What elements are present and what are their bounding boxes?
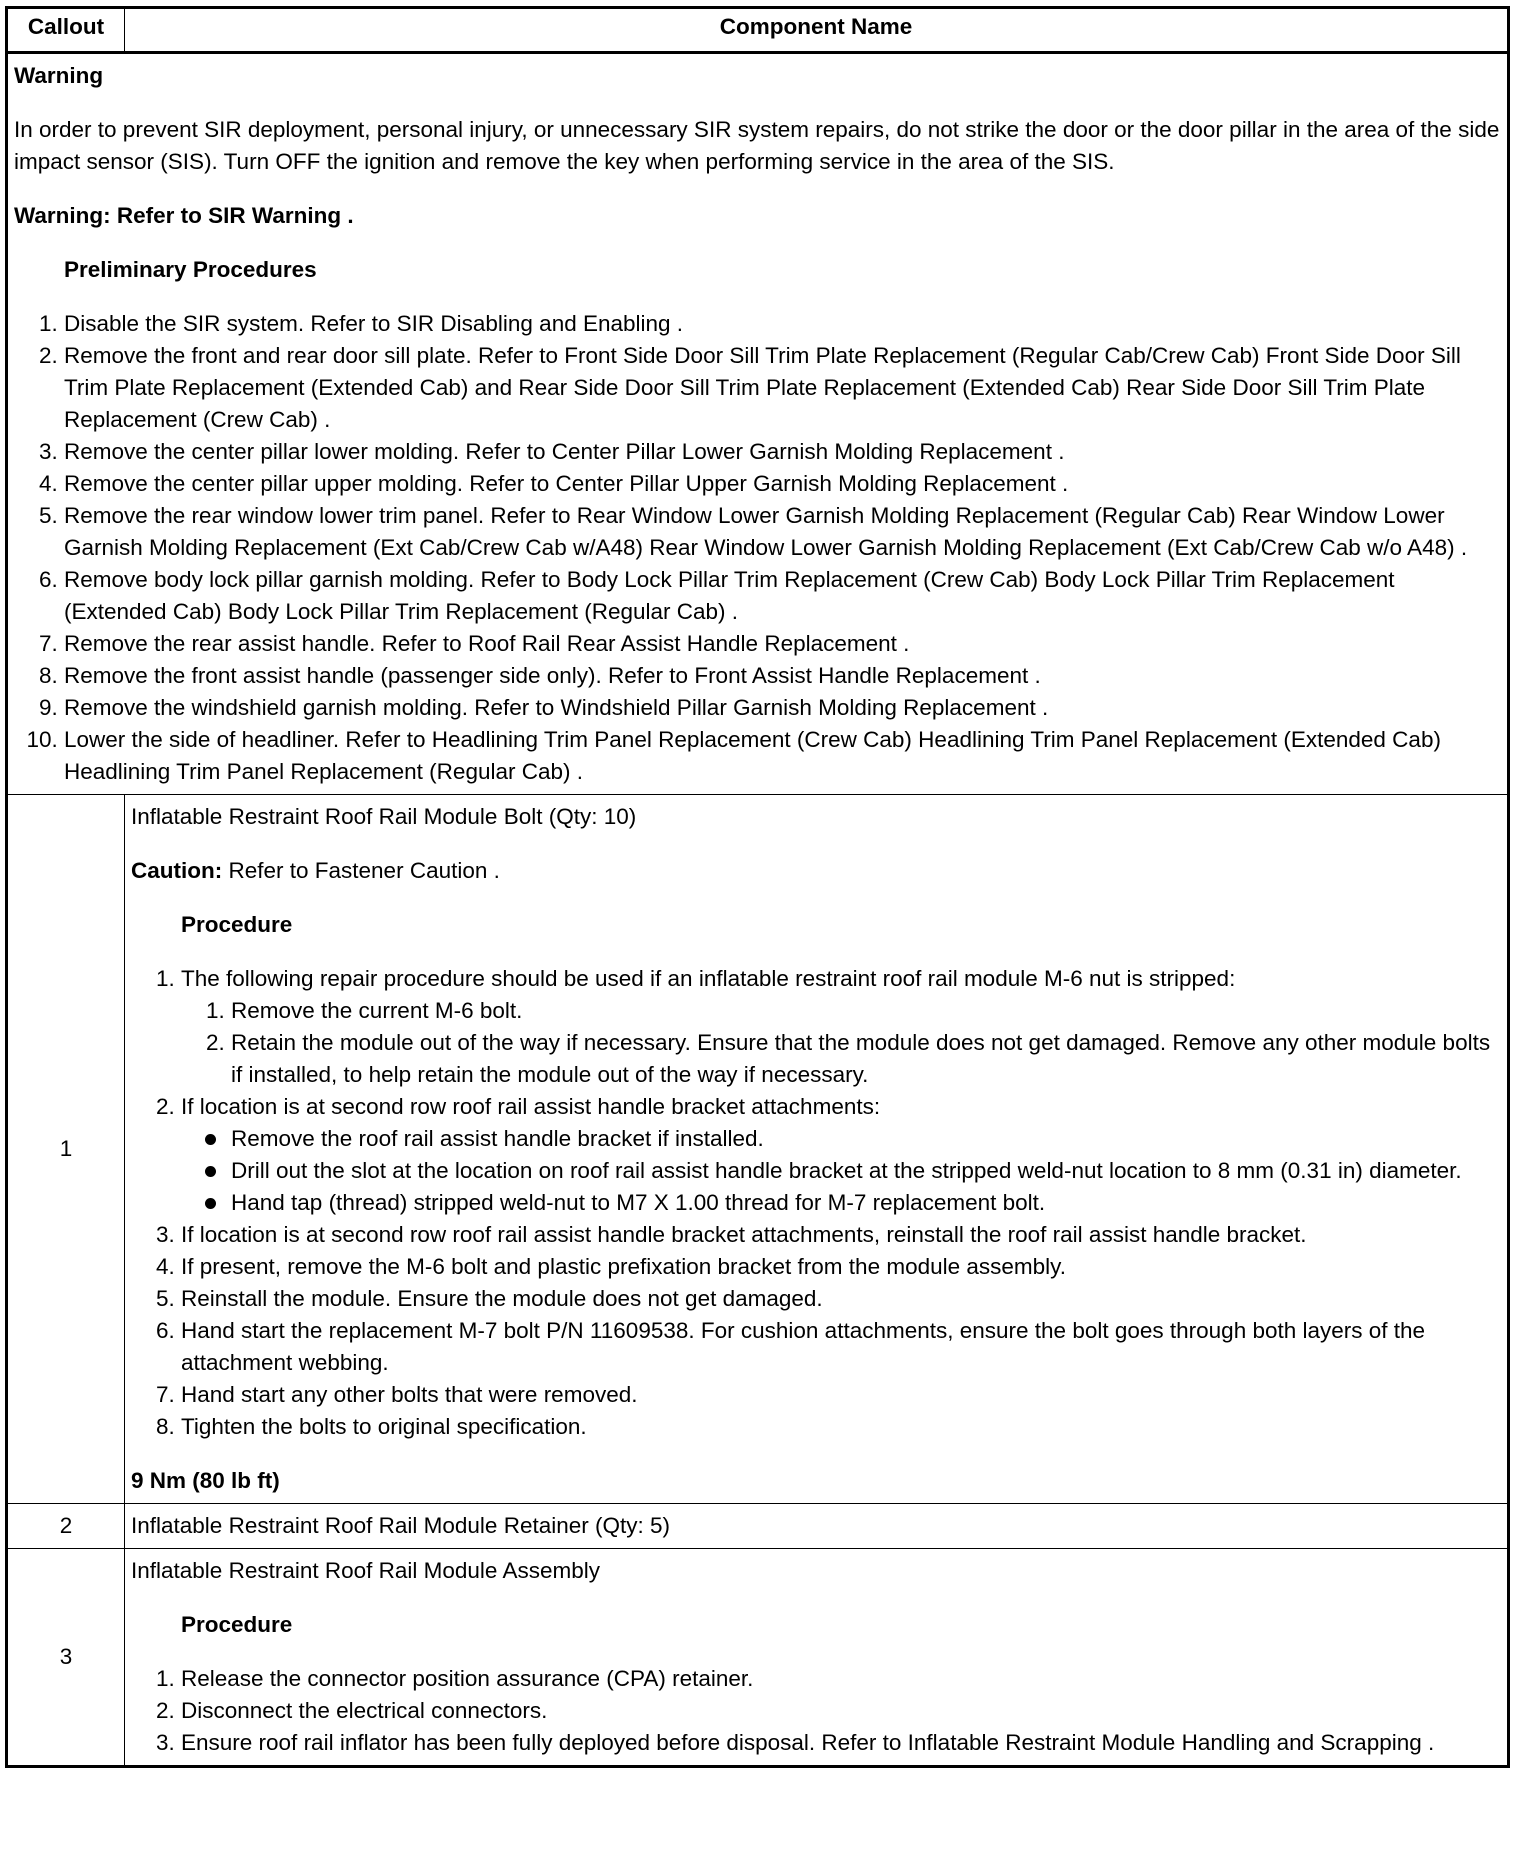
torque-spec: 9 Nm (80 lb ft) bbox=[131, 1468, 280, 1493]
list-item: 3. Remove the center pillar lower molding. Refer to Center Pillar Lower Garnish Molding Replacement . bbox=[64, 436, 1501, 468]
preliminary-procedures-title: Preliminary Procedures bbox=[64, 257, 317, 282]
warning-refer-link[interactable]: Warning: Refer to SIR Warning . bbox=[14, 203, 354, 228]
procedure-steps bbox=[131, 963, 1501, 1443]
table-row bbox=[7, 1504, 1509, 1549]
warning-title: Warning bbox=[14, 63, 104, 88]
component-name: Inflatable Restraint Roof Rail Module Assembly bbox=[131, 1558, 600, 1583]
component-name: Inflatable Restraint Roof Rail Module Bolt (Qty: 10) bbox=[131, 804, 637, 829]
list-item: 6. Remove body lock pillar garnish molding. Refer to Body Lock Pillar Trim Replacement (Crew Cab) Body Lock Pillar Trim Replacement (Extended Cab) Body Lock Pillar Trim Replacement (Regular Cab) . bbox=[64, 564, 1501, 628]
list-item: 6. Hand start the replacement M-7 bolt P/N 11609538. For cushion attachments, ensure the bolt goes through both layers of the attachment webbing. bbox=[181, 1315, 1501, 1379]
list-item: 8. Remove the front assist handle (passenger side only). Refer to Front Assist Handle Replacement . bbox=[64, 660, 1501, 692]
list-item: 2. Retain the module out of the way if necessary. Ensure that the module does not get damaged. Remove any other module bolts if installed, to help retain the module out of the way if necessary. bbox=[231, 1027, 1501, 1091]
callout-number: 2 bbox=[7, 1504, 125, 1549]
step-text: The following repair procedure should be used if an inflatable restraint roof rail module M-6 nut is stripped: bbox=[181, 966, 1236, 991]
list-item: 1. Disable the SIR system. Refer to SIR Disabling and Enabling . bbox=[64, 308, 1501, 340]
list-item: 3. If location is at second row roof rail assist handle bracket attachments, reinstall the roof rail assist handle bracket. bbox=[181, 1219, 1501, 1251]
list-item bbox=[181, 1091, 1501, 1219]
table-row bbox=[7, 1549, 1509, 1767]
warning-row bbox=[7, 53, 1509, 795]
header-component-name: Component Name bbox=[125, 8, 1509, 53]
list-item: 3. Ensure roof rail inflator has been fully deployed before disposal. Refer to Inflatable Restraint Module Handling and Scrapping . bbox=[181, 1727, 1501, 1759]
list-item: 9. Remove the windshield garnish molding. Refer to Windshield Pillar Garnish Molding Replacement . bbox=[64, 692, 1501, 724]
warning-cell bbox=[7, 53, 1509, 795]
component-table bbox=[5, 6, 1510, 1768]
procedure-title: Procedure bbox=[181, 912, 293, 937]
list-item: 5. Remove the rear window lower trim panel. Refer to Rear Window Lower Garnish Molding Replacement (Regular Cab) Rear Window Lower Garnish Molding Replacement (Ext Cab/Crew Cab w/A48) Rear Window Lower Garnish Molding Replacement (Ext Cab/Crew Cab w/o A48) . bbox=[64, 500, 1501, 564]
procedure-steps bbox=[131, 1663, 1501, 1759]
warning-text: In order to prevent SIR deployment, personal injury, or unnecessary SIR system repairs, do not strike the door or the door pillar in the area of the side impact sensor (SIS). Turn OFF the ignition and remove the key when performing service in the area of the SIS. bbox=[14, 117, 1500, 174]
list-item: 10. Lower the side of headliner. Refer to Headlining Trim Panel Replacement (Crew Cab) Headlining Trim Panel Replacement (Extended Cab) Headlining Trim Panel Replacement (Regular Cab) . bbox=[64, 724, 1501, 788]
component-cell bbox=[125, 1549, 1509, 1767]
caution-link[interactable]: Refer to Fastener Caution . bbox=[222, 858, 500, 883]
list-item: 1. Release the connector position assurance (CPA) retainer. bbox=[181, 1663, 1501, 1695]
header-callout: Callout bbox=[7, 8, 125, 53]
caution-label: Caution: bbox=[131, 858, 223, 883]
list-item bbox=[181, 963, 1501, 1091]
callout-number: 3 bbox=[7, 1549, 125, 1767]
list-item: 1. Remove the current M-6 bolt. bbox=[231, 995, 1501, 1027]
list-item: Drill out the slot at the location on roof rail assist handle bracket at the stripped weld-nut location to 8 mm (0.31 in) diameter. bbox=[231, 1155, 1501, 1187]
list-item: 7. Hand start any other bolts that were removed. bbox=[181, 1379, 1501, 1411]
list-item: 7. Remove the rear assist handle. Refer to Roof Rail Rear Assist Handle Replacement . bbox=[64, 628, 1501, 660]
bullet-list bbox=[181, 1123, 1501, 1219]
list-item: 2. Remove the front and rear door sill plate. Refer to Front Side Door Sill Trim Plate Replacement (Regular Cab/Crew Cab) Front Side Door Sill Trim Plate Replacement (Extended Cab) and Rear Side Door Sill Trim Plate Replacement (Extended Cab) Rear Side Door Sill Trim Plate Replacement (Crew Cab) . bbox=[64, 340, 1501, 436]
list-item: 8. Tighten the bolts to original specification. bbox=[181, 1411, 1501, 1443]
table-row bbox=[7, 795, 1509, 1504]
component-name: Inflatable Restraint Roof Rail Module Retainer (Qty: 5) bbox=[131, 1513, 670, 1538]
list-item: Hand tap (thread) stripped weld-nut to M7 X 1.00 thread for M-7 replacement bolt. bbox=[231, 1187, 1501, 1219]
procedure-title: Procedure bbox=[181, 1612, 293, 1637]
component-cell bbox=[125, 795, 1509, 1504]
table-header-row bbox=[7, 8, 1509, 53]
caution bbox=[131, 855, 1501, 887]
component-cell bbox=[125, 1504, 1509, 1549]
step-text: If location is at second row roof rail assist handle bracket attachments: bbox=[181, 1094, 881, 1119]
list-item: 4. If present, remove the M-6 bolt and plastic prefixation bracket from the module assembly. bbox=[181, 1251, 1501, 1283]
list-item: 5. Reinstall the module. Ensure the module does not get damaged. bbox=[181, 1283, 1501, 1315]
callout-number: 1 bbox=[7, 795, 125, 1504]
list-item: 4. Remove the center pillar upper molding. Refer to Center Pillar Upper Garnish Molding Replacement . bbox=[64, 468, 1501, 500]
preliminary-steps bbox=[14, 308, 1501, 788]
list-item: Remove the roof rail assist handle bracket if installed. bbox=[231, 1123, 1501, 1155]
list-item: 2. Disconnect the electrical connectors. bbox=[181, 1695, 1501, 1727]
sub-steps bbox=[181, 995, 1501, 1091]
